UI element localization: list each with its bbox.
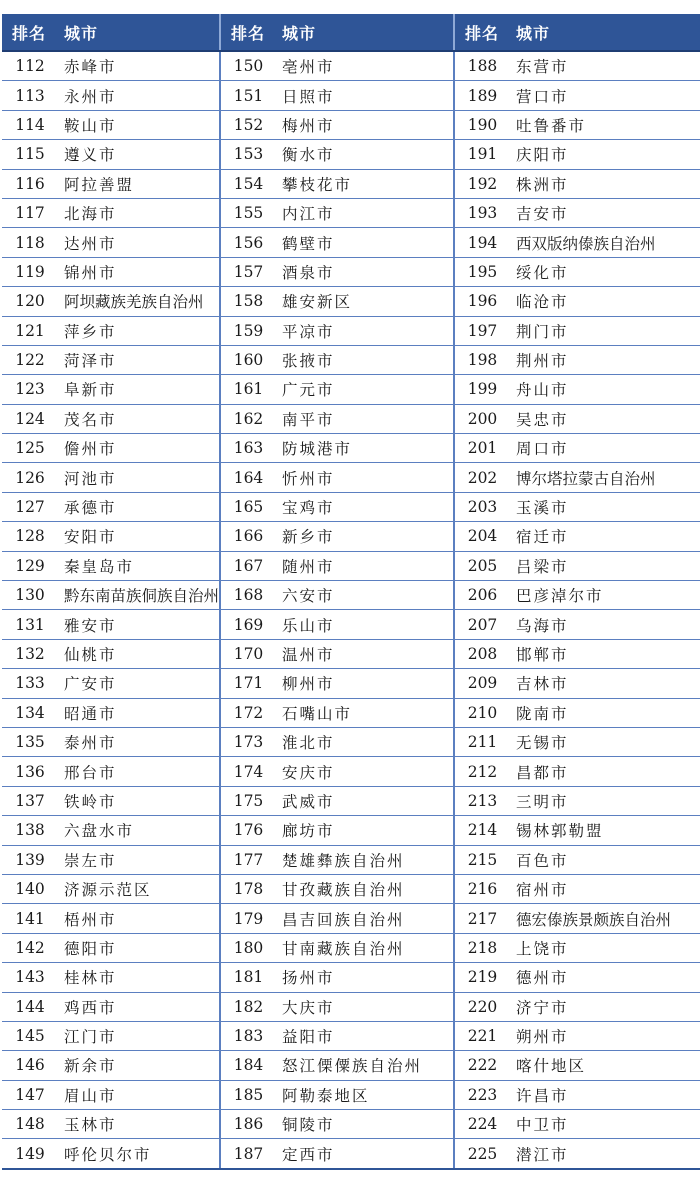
rank-cell: 207 (454, 610, 510, 639)
city-cell: 济宁市 (510, 992, 700, 1021)
table-row (2, 404, 700, 433)
rank-cell: 216 (454, 874, 510, 903)
table-row (2, 551, 700, 580)
table-row (2, 257, 700, 286)
city-cell: 南平市 (276, 404, 454, 433)
rank-cell: 217 (454, 904, 510, 933)
rank-cell: 165 (220, 492, 276, 521)
city-cell: 西双版纳傣族自治州 (510, 228, 700, 257)
city-cell: 吉林市 (510, 669, 700, 698)
table-row (2, 874, 700, 903)
rank-cell: 177 (220, 845, 276, 874)
rank-cell: 136 (2, 757, 58, 786)
rank-cell: 187 (220, 1139, 276, 1169)
table-row (2, 51, 700, 81)
rank-cell: 114 (2, 110, 58, 139)
city-cell: 桂林市 (58, 963, 220, 992)
table-row (2, 463, 700, 492)
city-cell: 张掖市 (276, 345, 454, 374)
table-row (2, 434, 700, 463)
city-cell: 德宏傣族景颇族自治州 (510, 904, 700, 933)
city-cell: 秦皇岛市 (58, 551, 220, 580)
rank-cell: 118 (2, 228, 58, 257)
city-cell: 德州市 (510, 963, 700, 992)
city-cell: 玉溪市 (510, 492, 700, 521)
city-cell: 阿坝藏族羌族自治州 (58, 287, 220, 316)
city-cell: 温州市 (276, 639, 454, 668)
city-cell: 株洲市 (510, 169, 700, 198)
city-cell: 锡林郭勒盟 (510, 816, 700, 845)
city-cell: 萍乡市 (58, 316, 220, 345)
table-row (2, 933, 700, 962)
city-cell: 中卫市 (510, 1110, 700, 1139)
rank-cell: 195 (454, 257, 510, 286)
rank-cell: 121 (2, 316, 58, 345)
rank-cell: 219 (454, 963, 510, 992)
city-cell: 博尔塔拉蒙古自治州 (510, 463, 700, 492)
rank-cell: 190 (454, 110, 510, 139)
city-cell: 六安市 (276, 581, 454, 610)
city-cell: 平凉市 (276, 316, 454, 345)
city-cell: 雅安市 (58, 610, 220, 639)
rank-cell: 206 (454, 581, 510, 610)
rank-header: 排名 (2, 14, 58, 51)
table-row (2, 757, 700, 786)
rank-cell: 222 (454, 1051, 510, 1080)
city-cell: 酒泉市 (276, 257, 454, 286)
city-cell: 眉山市 (58, 1080, 220, 1109)
table-row (2, 816, 700, 845)
rank-cell: 142 (2, 933, 58, 962)
city-cell: 吕梁市 (510, 551, 700, 580)
rank-cell: 203 (454, 492, 510, 521)
city-cell: 内江市 (276, 198, 454, 227)
table-row (2, 992, 700, 1021)
table-row (2, 345, 700, 374)
city-cell: 廊坊市 (276, 816, 454, 845)
rank-cell: 224 (454, 1110, 510, 1139)
city-cell: 临沧市 (510, 287, 700, 316)
rank-cell: 133 (2, 669, 58, 698)
rank-cell: 196 (454, 287, 510, 316)
city-cell: 阿拉善盟 (58, 169, 220, 198)
city-cell: 崇左市 (58, 845, 220, 874)
table-row (2, 1021, 700, 1050)
rank-cell: 117 (2, 198, 58, 227)
rank-cell: 192 (454, 169, 510, 198)
city-cell: 永州市 (58, 81, 220, 110)
city-cell: 石嘴山市 (276, 698, 454, 727)
city-cell: 周口市 (510, 434, 700, 463)
table-row (2, 198, 700, 227)
rank-cell: 181 (220, 963, 276, 992)
rank-cell: 156 (220, 228, 276, 257)
rank-cell: 132 (2, 639, 58, 668)
table-row (2, 140, 700, 169)
rank-cell: 129 (2, 551, 58, 580)
rank-cell: 147 (2, 1080, 58, 1109)
rank-cell: 130 (2, 581, 58, 610)
rank-header: 排名 (220, 14, 276, 51)
city-cell: 绥化市 (510, 257, 700, 286)
city-cell: 朔州市 (510, 1021, 700, 1050)
table-body (2, 51, 700, 1169)
city-header: 城市 (58, 14, 220, 51)
rank-cell: 157 (220, 257, 276, 286)
rank-cell: 215 (454, 845, 510, 874)
city-cell: 潜江市 (510, 1139, 700, 1169)
table-row (2, 845, 700, 874)
city-cell: 赤峰市 (58, 51, 220, 81)
rank-cell: 225 (454, 1139, 510, 1169)
rank-cell: 135 (2, 727, 58, 756)
city-cell: 荆州市 (510, 345, 700, 374)
city-cell: 宝鸡市 (276, 492, 454, 521)
rank-cell: 185 (220, 1080, 276, 1109)
city-cell: 淮北市 (276, 727, 454, 756)
rank-cell: 201 (454, 434, 510, 463)
city-cell: 承德市 (58, 492, 220, 521)
city-cell: 新余市 (58, 1051, 220, 1080)
city-cell: 安阳市 (58, 522, 220, 551)
rank-cell: 200 (454, 404, 510, 433)
rank-cell: 146 (2, 1051, 58, 1080)
table-row (2, 1051, 700, 1080)
rank-cell: 138 (2, 816, 58, 845)
rank-cell: 220 (454, 992, 510, 1021)
city-cell: 百色市 (510, 845, 700, 874)
rank-cell: 164 (220, 463, 276, 492)
rank-cell: 212 (454, 757, 510, 786)
city-cell: 防城港市 (276, 434, 454, 463)
table-row (2, 228, 700, 257)
rank-cell: 148 (2, 1110, 58, 1139)
city-cell: 遵义市 (58, 140, 220, 169)
city-cell: 呼伦贝尔市 (58, 1139, 220, 1169)
table-row (2, 610, 700, 639)
rank-cell: 161 (220, 375, 276, 404)
table-row (2, 904, 700, 933)
table-row (2, 375, 700, 404)
city-cell: 广安市 (58, 669, 220, 698)
rank-cell: 223 (454, 1080, 510, 1109)
rank-cell: 199 (454, 375, 510, 404)
city-cell: 铁岭市 (58, 786, 220, 815)
rank-cell: 154 (220, 169, 276, 198)
rank-cell: 152 (220, 110, 276, 139)
city-cell: 荆门市 (510, 316, 700, 345)
city-cell: 怒江傈僳族自治州 (276, 1051, 454, 1080)
table-row (2, 1110, 700, 1139)
rank-cell: 178 (220, 874, 276, 903)
rank-cell: 209 (454, 669, 510, 698)
city-header: 城市 (276, 14, 454, 51)
rank-cell: 193 (454, 198, 510, 227)
city-cell: 吐鲁番市 (510, 110, 700, 139)
table-row (2, 963, 700, 992)
city-cell: 衡水市 (276, 140, 454, 169)
city-cell: 鹤壁市 (276, 228, 454, 257)
city-cell: 北海市 (58, 198, 220, 227)
city-cell: 河池市 (58, 463, 220, 492)
city-cell: 日照市 (276, 81, 454, 110)
table-row (2, 698, 700, 727)
rank-cell: 210 (454, 698, 510, 727)
city-cell: 甘南藏族自治州 (276, 933, 454, 962)
rank-cell: 150 (220, 51, 276, 81)
rank-cell: 171 (220, 669, 276, 698)
rank-cell: 112 (2, 51, 58, 81)
city-cell: 益阳市 (276, 1021, 454, 1050)
city-cell: 仙桃市 (58, 639, 220, 668)
city-cell: 巴彦淖尔市 (510, 581, 700, 610)
rank-cell: 162 (220, 404, 276, 433)
city-cell: 乐山市 (276, 610, 454, 639)
city-cell: 喀什地区 (510, 1051, 700, 1080)
rank-cell: 125 (2, 434, 58, 463)
table-row (2, 669, 700, 698)
rank-cell: 115 (2, 140, 58, 169)
rank-cell: 140 (2, 874, 58, 903)
rank-cell: 159 (220, 316, 276, 345)
city-cell: 乌海市 (510, 610, 700, 639)
rank-cell: 167 (220, 551, 276, 580)
header-row (2, 14, 700, 51)
rank-cell: 168 (220, 581, 276, 610)
city-cell: 大庆市 (276, 992, 454, 1021)
table-row (2, 786, 700, 815)
city-cell: 营口市 (510, 81, 700, 110)
rank-cell: 127 (2, 492, 58, 521)
rank-cell: 191 (454, 140, 510, 169)
rank-cell: 183 (220, 1021, 276, 1050)
rank-cell: 176 (220, 816, 276, 845)
rank-cell: 145 (2, 1021, 58, 1050)
rank-cell: 173 (220, 727, 276, 756)
city-cell: 江门市 (58, 1021, 220, 1050)
rank-cell: 131 (2, 610, 58, 639)
city-cell: 吴忠市 (510, 404, 700, 433)
rank-cell: 182 (220, 992, 276, 1021)
rank-cell: 204 (454, 522, 510, 551)
rank-cell: 169 (220, 610, 276, 639)
rank-cell: 163 (220, 434, 276, 463)
rank-cell: 155 (220, 198, 276, 227)
rank-cell: 149 (2, 1139, 58, 1169)
table-row (2, 287, 700, 316)
table-row (2, 522, 700, 551)
city-cell: 昌都市 (510, 757, 700, 786)
city-cell: 鸡西市 (58, 992, 220, 1021)
rank-cell: 139 (2, 845, 58, 874)
city-cell: 陇南市 (510, 698, 700, 727)
city-cell: 舟山市 (510, 375, 700, 404)
city-cell: 亳州市 (276, 51, 454, 81)
rank-cell: 175 (220, 786, 276, 815)
city-cell: 六盘水市 (58, 816, 220, 845)
table-row (2, 581, 700, 610)
rank-cell: 141 (2, 904, 58, 933)
table-row (2, 316, 700, 345)
city-cell: 广元市 (276, 375, 454, 404)
rank-cell: 197 (454, 316, 510, 345)
table-row (2, 81, 700, 110)
rank-cell: 179 (220, 904, 276, 933)
rank-cell: 134 (2, 698, 58, 727)
city-header: 城市 (510, 14, 700, 51)
city-cell: 儋州市 (58, 434, 220, 463)
city-cell: 阜新市 (58, 375, 220, 404)
city-cell: 昌吉回族自治州 (276, 904, 454, 933)
rank-cell: 186 (220, 1110, 276, 1139)
city-cell: 忻州市 (276, 463, 454, 492)
rank-cell: 172 (220, 698, 276, 727)
table-row (2, 639, 700, 668)
table-row (2, 110, 700, 139)
rank-cell: 160 (220, 345, 276, 374)
city-cell: 德阳市 (58, 933, 220, 962)
table-row (2, 727, 700, 756)
rank-cell: 174 (220, 757, 276, 786)
table-row (2, 1080, 700, 1109)
city-cell: 宿州市 (510, 874, 700, 903)
table-header (2, 14, 700, 51)
rank-cell: 166 (220, 522, 276, 551)
rank-cell: 153 (220, 140, 276, 169)
rank-cell: 170 (220, 639, 276, 668)
rank-cell: 122 (2, 345, 58, 374)
rank-cell: 213 (454, 786, 510, 815)
city-cell: 庆阳市 (510, 140, 700, 169)
city-cell: 定西市 (276, 1139, 454, 1169)
city-cell: 攀枝花市 (276, 169, 454, 198)
city-cell: 雄安新区 (276, 287, 454, 316)
rank-cell: 126 (2, 463, 58, 492)
city-cell: 宿迁市 (510, 522, 700, 551)
rank-cell: 128 (2, 522, 58, 551)
city-cell: 达州市 (58, 228, 220, 257)
city-cell: 许昌市 (510, 1080, 700, 1109)
rank-cell: 143 (2, 963, 58, 992)
city-cell: 梅州市 (276, 110, 454, 139)
city-cell: 新乡市 (276, 522, 454, 551)
city-cell: 上饶市 (510, 933, 700, 962)
rank-cell: 211 (454, 727, 510, 756)
rank-cell: 198 (454, 345, 510, 374)
city-cell: 铜陵市 (276, 1110, 454, 1139)
rank-cell: 137 (2, 786, 58, 815)
city-cell: 济源示范区 (58, 874, 220, 903)
city-cell: 安庆市 (276, 757, 454, 786)
rank-cell: 189 (454, 81, 510, 110)
city-cell: 吉安市 (510, 198, 700, 227)
rank-cell: 188 (454, 51, 510, 81)
rank-cell: 144 (2, 992, 58, 1021)
city-cell: 菏泽市 (58, 345, 220, 374)
table-row (2, 1139, 700, 1169)
rank-cell: 202 (454, 463, 510, 492)
rank-cell: 151 (220, 81, 276, 110)
city-cell: 黔东南苗族侗族自治州 (58, 581, 220, 610)
rank-cell: 208 (454, 639, 510, 668)
city-cell: 锦州市 (58, 257, 220, 286)
rank-cell: 116 (2, 169, 58, 198)
rank-cell: 205 (454, 551, 510, 580)
city-cell: 茂名市 (58, 404, 220, 433)
city-cell: 扬州市 (276, 963, 454, 992)
city-cell: 玉林市 (58, 1110, 220, 1139)
rank-cell: 180 (220, 933, 276, 962)
city-cell: 柳州市 (276, 669, 454, 698)
rank-cell: 119 (2, 257, 58, 286)
city-cell: 东营市 (510, 51, 700, 81)
table-row (2, 169, 700, 198)
city-cell: 泰州市 (58, 727, 220, 756)
city-cell: 昭通市 (58, 698, 220, 727)
city-cell: 三明市 (510, 786, 700, 815)
city-cell: 楚雄彝族自治州 (276, 845, 454, 874)
rank-cell: 113 (2, 81, 58, 110)
rank-cell: 221 (454, 1021, 510, 1050)
rank-cell: 123 (2, 375, 58, 404)
rank-header: 排名 (454, 14, 510, 51)
city-cell: 鞍山市 (58, 110, 220, 139)
rank-cell: 120 (2, 287, 58, 316)
city-ranking-table (2, 14, 700, 1170)
rank-cell: 158 (220, 287, 276, 316)
city-cell: 阿勒泰地区 (276, 1080, 454, 1109)
city-cell: 武威市 (276, 786, 454, 815)
city-cell: 甘孜藏族自治州 (276, 874, 454, 903)
city-cell: 随州市 (276, 551, 454, 580)
rank-cell: 124 (2, 404, 58, 433)
rank-cell: 194 (454, 228, 510, 257)
city-cell: 梧州市 (58, 904, 220, 933)
rank-cell: 214 (454, 816, 510, 845)
rank-cell: 218 (454, 933, 510, 962)
city-cell: 邢台市 (58, 757, 220, 786)
city-cell: 无锡市 (510, 727, 700, 756)
city-cell: 邯郸市 (510, 639, 700, 668)
rank-cell: 184 (220, 1051, 276, 1080)
table-row (2, 492, 700, 521)
